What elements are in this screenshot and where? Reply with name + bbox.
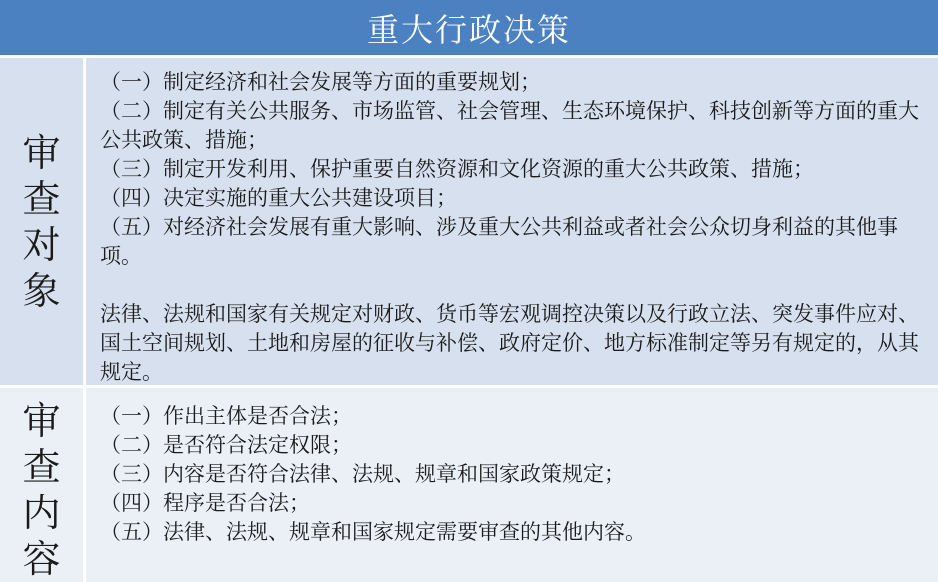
list-item: （五）法律、法规、规章和国家规定需要审查的其他内容。 [100, 520, 646, 544]
review-content-label [0, 388, 86, 582]
label-char: 对 [22, 222, 61, 267]
list-item: （五）对经济社会发展有重大影响、涉及重大公共利益或者社会公众切身利益的其他事项。 [100, 215, 898, 268]
list-item: （二）是否符合法定权限； [100, 433, 352, 457]
table-header [0, 0, 938, 58]
label-char: 审 [22, 130, 61, 175]
label-char: 查 [22, 176, 61, 221]
review-content-content [100, 402, 924, 547]
review-object-label [0, 58, 86, 385]
list-item: （四）程序是否合法； [100, 491, 310, 515]
list-item: （一）制定经济和社会发展等方面的重要规划； [100, 70, 541, 94]
list-item: （三）内容是否符合法律、法规、规章和国家政策规定； [100, 462, 625, 486]
page-title: 重大行政决策 [366, 10, 571, 49]
review-object-row [0, 58, 938, 388]
list-item: （二）制定有关公共服务、市场监管、社会管理、生态环境保护、科技创新等方面的重大公共政策、措施； [100, 99, 919, 152]
label-char: 审 [22, 399, 61, 443]
review-content-row [0, 388, 938, 582]
list-item: （三）制定开发利用、保护重要自然资源和文化资源的重大公共政策、措施； [100, 157, 814, 181]
paragraph-gap [100, 271, 924, 300]
list-item: （一）作出主体是否合法； [100, 404, 352, 428]
exception-note: 法律、法规和国家有关规定对财政、货币等宏观调控决策以及行政立法、突发事件应对、国土空间规划、土地和房屋的征收与补偿、政府定价、地方标准制定等另有规定的，从其规定。 [100, 302, 919, 384]
list-item: （四）决定实施的重大公共建设项目； [100, 186, 457, 210]
label-char: 内 [22, 491, 61, 535]
label-char: 查 [22, 445, 61, 489]
review-object-content [100, 68, 924, 387]
label-char: 象 [22, 268, 61, 313]
label-char: 容 [22, 537, 61, 581]
